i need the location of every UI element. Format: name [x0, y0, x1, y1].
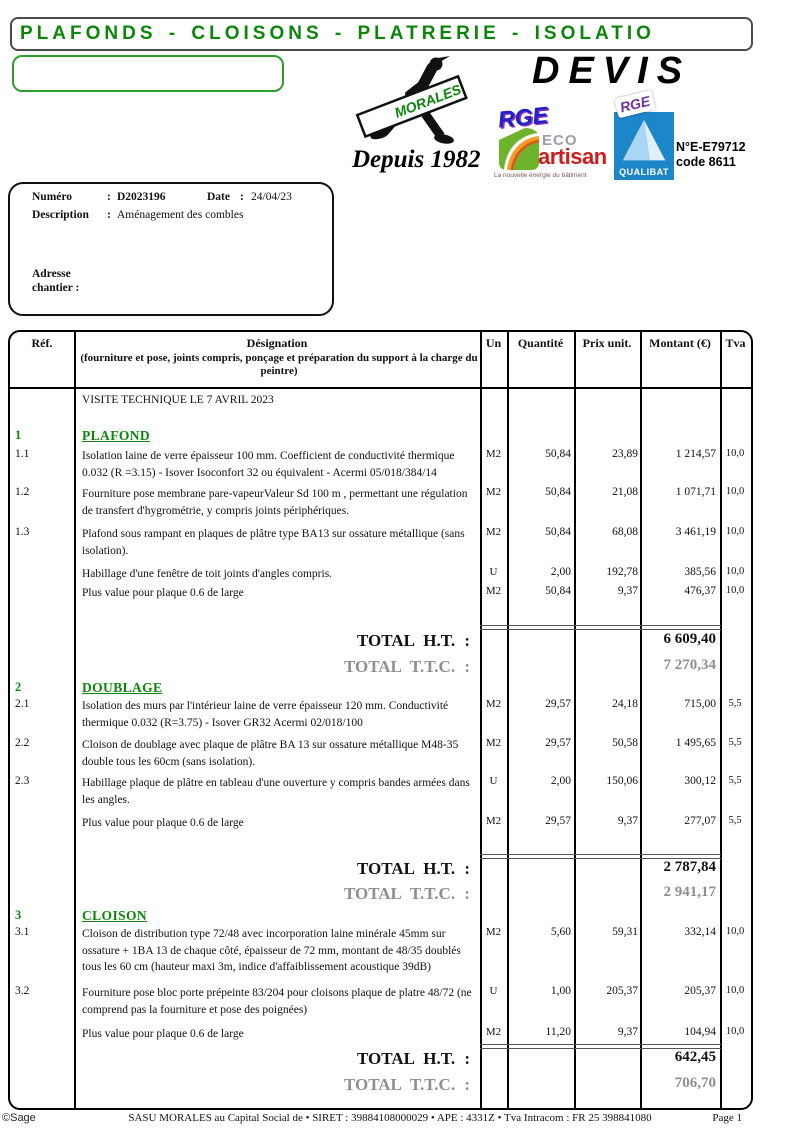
totals-double-line — [480, 854, 721, 859]
item-qty: 29,57 — [545, 698, 571, 710]
item-qty: 1,00 — [550, 985, 571, 997]
item-un: M2 — [485, 737, 502, 749]
header-separator-line — [10, 387, 751, 389]
item-amount: 205,37 — [684, 985, 716, 997]
item-price: 9,37 — [617, 585, 638, 597]
item-price: 23,89 — [612, 448, 638, 460]
numero-value: D2023196 — [117, 191, 166, 203]
item-price: 68,08 — [612, 526, 638, 538]
total-ttc-label: TOTAL T.T.C. : — [343, 1075, 470, 1094]
item-price: 21,08 — [612, 486, 638, 498]
artisan-label: artisan — [538, 144, 607, 169]
item-tva: 10,0 — [725, 566, 745, 577]
item-un: M2 — [485, 698, 502, 710]
company-legal-footer: SASU MORALES au Capital Social de • SIRET : 39884108000029 • APE : 4331Z • Tva Intracom : FR 25 398841080 — [128, 1112, 652, 1124]
item-tva: 5,5 — [728, 815, 742, 826]
morales-logo-figure — [352, 56, 487, 148]
total-ht-label: TOTAL H.T. : — [357, 631, 470, 650]
item-desc: Isolation des murs par l'intérieur laine de verre épaisseur 120 mm. Conductivité thermique 0.032 (R=3.75) - Isover GR32 Acermi 02/018/100 — [82, 700, 449, 729]
item-tva: 10,0 — [725, 985, 745, 996]
item-amount: 1 071,71 — [675, 486, 716, 498]
item-desc: Fourniture pose membrane pare-vapeurValeur Sd 100 m , permettant une régulation de transfert d'hygrométrie, y compris joints périphériques. — [82, 488, 468, 517]
item-amount: 104,94 — [684, 1026, 716, 1038]
description-value: Aménagement des combles — [117, 209, 244, 221]
item-tva: 5,5 — [728, 737, 742, 748]
col-line-ref — [74, 332, 76, 1108]
numero-colon: : — [107, 191, 111, 203]
item-price: 9,37 — [617, 1026, 638, 1038]
item-amount: 332,14 — [684, 926, 716, 938]
eco-artisan-tagline: La nouvelle énergie du bâtiment — [494, 172, 587, 179]
chantier-label: chantier : — [32, 282, 80, 294]
item-un: U — [489, 775, 498, 787]
qualibat-label: QUALIBAT — [619, 167, 669, 177]
since-1982-text: Depuis 1982 — [352, 146, 481, 173]
item-ref: 2.2 — [15, 737, 30, 749]
date-value: 24/04/23 — [251, 191, 292, 203]
header-designation-note: (fourniture et pose, joints compris, ponçage et préparation du support à la charge du peintre) — [80, 352, 478, 377]
header-designation: Désignation — [246, 336, 308, 350]
item-desc: Cloison de distribution type 72/48 avec incorporation laine minérale 45mm sur ossature + 1BA 13 de chaque côté, épaisseur de 72 mm, montant de 48/35 doublés tous les 60 cm (hauteur maxi 3m, indice d'affaiblissement acoustique 39dB) — [82, 928, 461, 973]
qualibat-rge-tag: RGE — [614, 90, 656, 119]
qualibat-logo — [612, 94, 752, 186]
header-montant: Montant (€) — [649, 336, 711, 350]
item-price: 50,58 — [612, 737, 638, 749]
item-tva: 10,0 — [725, 526, 745, 537]
quote-info-box — [8, 182, 334, 316]
qualibat-cert-numbers — [676, 140, 746, 170]
item-price: 9,37 — [617, 815, 638, 827]
devis-title: DEVIS — [532, 50, 692, 92]
item-desc: Plus value pour plaque 0.6 de large — [82, 587, 244, 599]
total-ht-value: 642,45 — [674, 1049, 716, 1065]
item-qty: 50,84 — [545, 486, 571, 498]
total-ttc-value: 7 270,34 — [663, 657, 716, 673]
date-colon: : — [240, 191, 244, 203]
item-qty: 11,20 — [545, 1026, 571, 1038]
item-amount: 300,12 — [684, 775, 716, 787]
date-label: Date — [207, 191, 230, 203]
item-un: M2 — [485, 1026, 502, 1038]
item-tva: 10,0 — [725, 1026, 745, 1037]
item-amount: 1 214,57 — [675, 448, 716, 460]
item-tva: 5,5 — [728, 775, 742, 786]
item-desc: Isolation laine de verre épaisseur 100 mm. Coefficient de conductivité thermique 0.032 (R =3.15) - Isover Isoconfort 32 ou équivalent - Acermi 05/018/384/14 — [82, 450, 455, 479]
item-desc: Habillage plaque de plâtre en tableau d'une ouverture y compris bandes armées dans les angles. — [82, 777, 470, 806]
item-price: 205,37 — [606, 985, 638, 997]
header-ref: Réf. — [31, 336, 53, 350]
item-tva: 10,0 — [725, 585, 745, 596]
header-quantite: Quantité — [517, 336, 564, 350]
total-ttc-label: TOTAL T.T.C. : — [343, 884, 470, 903]
item-ref: 2.3 — [15, 775, 30, 787]
cert-number: N°E-E79712 — [676, 140, 746, 154]
section-title: DOUBLAGE — [82, 680, 163, 695]
item-un: U — [489, 985, 498, 997]
item-un: M2 — [485, 926, 502, 938]
header-un: Un — [485, 336, 502, 350]
section-title: CLOISON — [82, 908, 148, 923]
description-colon: : — [107, 209, 111, 221]
item-desc: Plus value pour plaque 0.6 de large — [82, 1028, 244, 1040]
qualibat-pyramid-icon — [614, 112, 674, 170]
item-ref: 3.1 — [15, 926, 30, 938]
item-desc: Plus value pour plaque 0.6 de large — [82, 817, 244, 829]
item-amount: 476,37 — [684, 585, 716, 597]
header-tva: Tva — [725, 336, 746, 350]
item-qty: 2,00 — [550, 566, 571, 578]
item-un: M2 — [485, 526, 502, 538]
section-number: 2 — [15, 680, 22, 694]
item-un: M2 — [485, 486, 502, 498]
total-ht-label: TOTAL H.T. : — [357, 1049, 470, 1068]
total-ttc-label: TOTAL T.T.C. : — [343, 657, 470, 676]
item-un: M2 — [485, 448, 502, 460]
item-amount: 385,56 — [684, 566, 716, 578]
rge-eco-artisan-logo — [494, 101, 616, 182]
adresse-label: Adresse — [32, 268, 71, 280]
trade-banner: PLAFONDS - CLOISONS - PLATRERIE - ISOLATIO — [10, 17, 753, 51]
section-number: 1 — [15, 428, 22, 442]
item-tva: 10,0 — [725, 448, 745, 459]
cert-code: code 8611 — [676, 155, 736, 169]
item-tva: 5,5 — [728, 698, 742, 709]
item-desc: Plafond sous rampant en plaques de plâtre type BA13 sur ossature métallique (sans isolation). — [82, 528, 465, 557]
numero-label: Numéro — [32, 191, 73, 203]
item-desc: Fourniture pose bloc porte prépeinte 83/204 pour cloisons plaque de platre 48/72 (ne comprend pas la fourniture et pose des poignées) — [82, 987, 472, 1016]
rge-eco-label: RGE — [496, 101, 550, 133]
total-ht-label: TOTAL H.T. : — [357, 859, 470, 878]
page-number: Page 1 — [712, 1112, 742, 1124]
item-amount: 277,07 — [684, 815, 716, 827]
item-amount: 715,00 — [684, 698, 716, 710]
quote-table — [8, 330, 753, 1110]
item-desc: Cloison de doublage avec plaque de plâtre BA 13 sur ossature métallique M48-35 double tous les 60cm (sans isolation). — [82, 739, 459, 768]
section-number: 3 — [15, 908, 22, 922]
item-qty: 29,57 — [545, 815, 571, 827]
total-ht-value: 6 609,40 — [663, 631, 716, 647]
total-ttc-value: 2 941,17 — [663, 884, 716, 900]
total-ttc-value: 706,70 — [674, 1075, 716, 1091]
item-qty: 50,84 — [545, 585, 571, 597]
item-qty: 29,57 — [545, 737, 571, 749]
item-amount: 3 461,19 — [675, 526, 716, 538]
item-ref: 1.3 — [15, 526, 30, 538]
item-price: 24,18 — [612, 698, 638, 710]
item-ref: 1.2 — [15, 486, 30, 498]
total-ht-value: 2 787,84 — [663, 859, 716, 875]
item-tva: 10,0 — [725, 486, 745, 497]
item-tva: 10,0 — [725, 926, 745, 937]
item-amount: 1 495,65 — [675, 737, 716, 749]
client-box — [12, 55, 284, 92]
item-desc: Habillage d'une fenêtre de toit joints d'angles compris. — [82, 568, 333, 580]
intro-text: VISITE TECHNIQUE LE 7 AVRIL 2023 — [82, 394, 274, 406]
description-label: Description — [32, 209, 89, 221]
item-un: M2 — [485, 585, 502, 597]
totals-double-line — [480, 1044, 721, 1049]
item-qty: 2,00 — [550, 775, 571, 787]
item-qty: 5,60 — [550, 926, 571, 938]
item-un: U — [489, 566, 498, 578]
item-price: 192,78 — [606, 566, 638, 578]
section-title: PLAFOND — [82, 428, 151, 443]
sage-watermark: ©Sage — [2, 1112, 36, 1124]
item-ref: 3.2 — [15, 985, 30, 997]
morales-brand-text: MORALES — [392, 80, 464, 121]
item-ref: 2.1 — [15, 698, 30, 710]
eco-label: ECO — [542, 132, 578, 149]
item-price: 150,06 — [606, 775, 638, 787]
item-ref: 1.1 — [15, 448, 30, 460]
totals-double-line — [480, 625, 721, 630]
header-prix: Prix unit. — [582, 336, 632, 350]
item-qty: 50,84 — [545, 448, 571, 460]
item-un: M2 — [485, 815, 502, 827]
item-price: 59,31 — [612, 926, 638, 938]
item-qty: 50,84 — [545, 526, 571, 538]
qualibat-square — [614, 112, 674, 180]
